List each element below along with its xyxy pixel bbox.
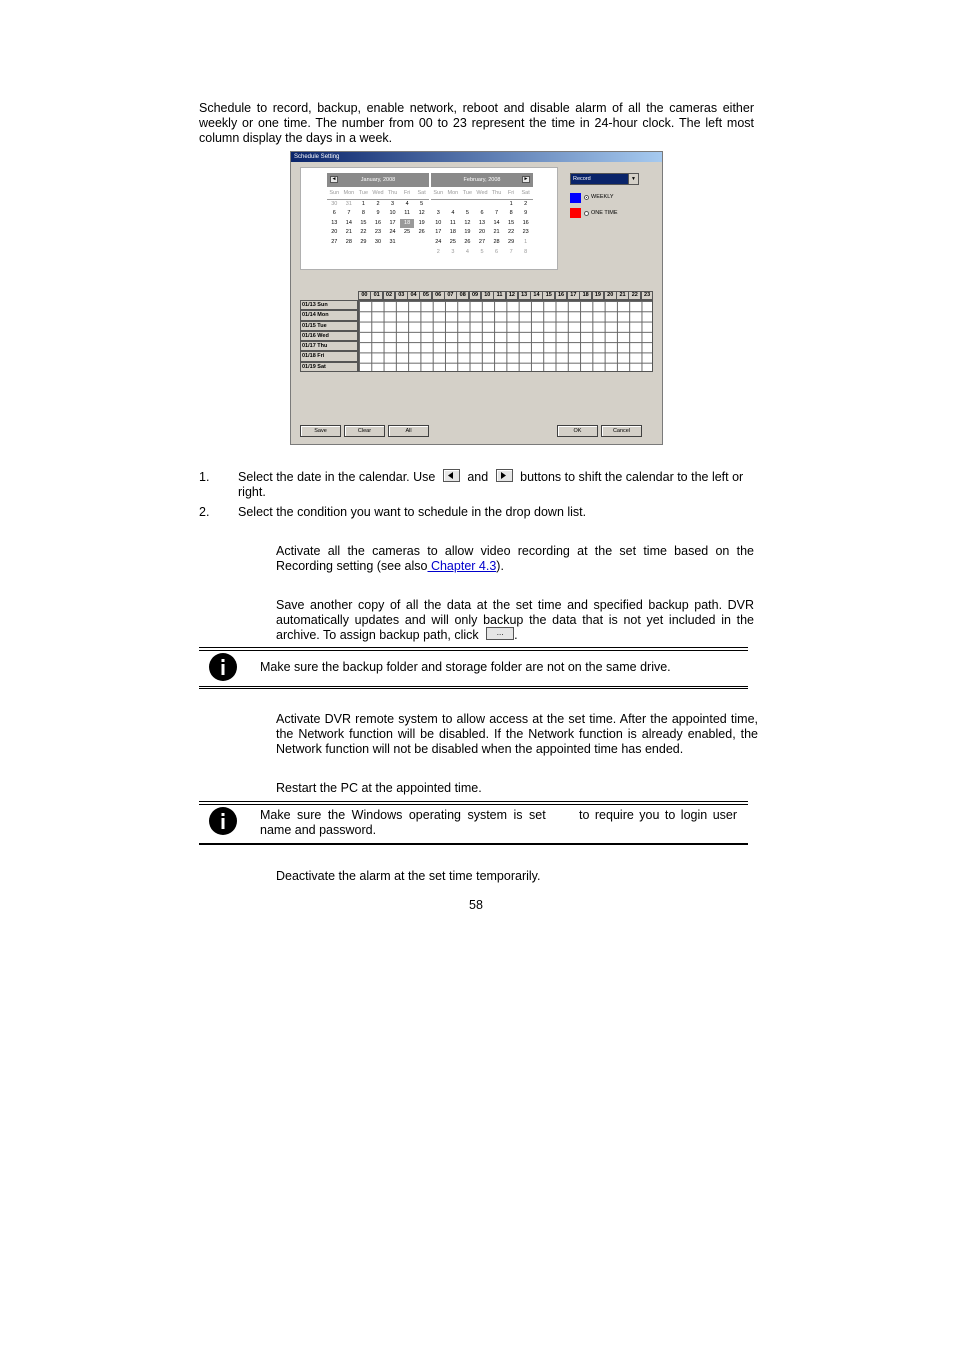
calendar-day[interactable]: 24	[435, 238, 442, 245]
calendar-month-label: February, 2008	[431, 173, 533, 187]
browse-button: ...	[486, 627, 514, 640]
hour-header-cell[interactable]: 07	[444, 291, 457, 300]
calendar-day[interactable]: 2	[436, 248, 440, 255]
note-1-bottom-rule	[199, 686, 748, 689]
calendar-day[interactable]: 7	[509, 248, 513, 255]
record-desc	[276, 544, 754, 574]
calendar-day[interactable]: 20	[331, 229, 338, 236]
calendar-day[interactable]: 29	[508, 238, 515, 245]
hour-header-cell[interactable]: 16	[555, 291, 568, 300]
info-icon	[209, 807, 237, 835]
step-1-text-after: buttons to shift the calendar to the left or	[520, 470, 744, 484]
calendar-day	[400, 238, 415, 248]
calendar-day[interactable]: 7	[347, 210, 351, 217]
calendar-day[interactable]: 27	[478, 238, 486, 245]
dialog-title: Schedule Setting	[291, 152, 662, 162]
calendar-day[interactable]: 9	[376, 210, 380, 217]
record-desc-line2	[276, 559, 754, 574]
arrow-left-icon	[448, 472, 454, 479]
calendar-weekday: Wed	[475, 189, 490, 200]
calendar-day[interactable]: 17	[435, 229, 442, 236]
calendar-days	[327, 189, 429, 248]
step-1-text-cont: right.	[238, 485, 266, 499]
hour-header-cell[interactable]: 15	[542, 291, 555, 300]
chevron-down-icon[interactable]: ▼	[628, 174, 638, 184]
hour-header-cell[interactable]: 04	[407, 291, 420, 300]
calendar-day[interactable]: 8	[361, 210, 365, 217]
calendar-panel	[300, 167, 558, 270]
calendar-day[interactable]: 21	[493, 229, 500, 236]
schedule-setting-dialog	[290, 151, 663, 445]
calendar-weekday: Tue	[356, 189, 371, 200]
note-2-top-rule	[199, 801, 748, 805]
record-desc-line1: Activate all the cameras to allow video recording at the set time based on the	[276, 544, 754, 558]
calendar-day[interactable]: 26	[464, 238, 471, 245]
hour-header-cell[interactable]: 00	[358, 291, 371, 300]
calendar-day	[446, 200, 461, 210]
calendar-day[interactable]: 15	[360, 219, 367, 226]
note-2-part3: name and password.	[260, 823, 377, 837]
page-number: 58	[469, 898, 483, 912]
hour-header-cell[interactable]: 09	[469, 291, 482, 300]
hour-header-cell[interactable]: 22	[628, 291, 641, 300]
calendar-weekday: Sat	[518, 189, 533, 200]
schedule-grid	[300, 291, 653, 372]
day-row-header[interactable]: 01/15 Tue	[300, 321, 358, 331]
backup-desc-last-before: archive. To assign backup path, click	[276, 628, 479, 642]
arrow-right-icon	[501, 472, 507, 479]
prev-arrow-button	[443, 469, 460, 482]
next-arrow-button	[496, 469, 513, 482]
calendar-day[interactable]: 23	[374, 229, 382, 236]
calendar-day[interactable]: 13	[478, 219, 486, 226]
record-desc-line2-after: ).	[496, 559, 504, 573]
hour-header-cell[interactable]: 20	[604, 291, 617, 300]
onetime-color-swatch	[570, 208, 581, 218]
calendar-day[interactable]: 5	[420, 200, 424, 207]
calendar-day[interactable]: 1	[361, 200, 365, 207]
calendar-day	[460, 200, 475, 210]
calendar-day[interactable]: 3	[436, 210, 440, 217]
day-row-header[interactable]: 01/14 Mon	[300, 310, 358, 320]
calendar-day[interactable]: 4	[465, 248, 469, 255]
onetime-radio[interactable]	[584, 211, 589, 216]
network-desc: Activate DVR remote system to allow access at the set time. After the appointed time, the Network function will be disabled. If the Network function is already enabled, the Network function will not be disabled when the appointed time has ended.	[276, 712, 758, 756]
calendar-weekday: Tue	[460, 189, 475, 200]
calendar-day[interactable]: 22	[508, 229, 515, 236]
backup-desc-last-after: .	[514, 628, 518, 642]
calendar-day[interactable]: 26	[418, 229, 425, 236]
calendar-weekday: Sun	[327, 189, 342, 200]
calendar-weekday: Mon	[446, 189, 461, 200]
backup-desc-text: Save another copy of all the data at the set time and specified backup path. DVR automatically updates and will only backup the data that is not yet included in the	[276, 598, 754, 627]
intro-paragraph: Schedule to record, backup, enable network, reboot and disable alarm of all the cameras either weekly or one time. The number from 00 to 23 represent the time in 24-hour clock. The left most column display the days in a week.	[199, 101, 754, 145]
calendar-day[interactable]: 18	[449, 229, 456, 236]
condition-dropdown[interactable]	[570, 173, 639, 185]
calendar-day[interactable]: 6	[480, 210, 484, 217]
day-row-header[interactable]: 01/17 Thu	[300, 341, 358, 351]
calendar-day[interactable]: 12	[418, 210, 425, 217]
hour-header-cell[interactable]: 14	[530, 291, 543, 300]
step-2-text: Select the condition you want to schedule in the drop down list.	[238, 505, 587, 519]
calendar-day[interactable]: 4	[405, 200, 409, 207]
schedule-cells[interactable]	[358, 300, 653, 372]
weekly-label: WEEKLY	[591, 194, 614, 200]
calendar-day[interactable]: 6	[495, 248, 499, 255]
calendar-day[interactable]: 16	[522, 219, 529, 226]
calendar-weekday: Wed	[371, 189, 386, 200]
calendar-days	[431, 189, 533, 257]
ok-button[interactable]: OK	[557, 425, 598, 437]
hour-header-cell[interactable]: 06	[432, 291, 445, 300]
calendar-day[interactable]: 16	[374, 219, 382, 226]
cancel-button[interactable]: Cancel	[601, 425, 642, 437]
hour-header-cell[interactable]: 11	[493, 291, 506, 300]
calendar-day[interactable]: 11	[449, 219, 456, 226]
calendar-day[interactable]: 1	[524, 238, 528, 245]
step-1-text	[238, 470, 758, 485]
step-1-number: 1.	[199, 470, 210, 484]
calendar-day[interactable]: 1	[509, 200, 513, 207]
note-1-text: Make sure the backup folder and storage folder are not on the same drive.	[260, 660, 671, 674]
calendar-weekday: Fri	[504, 189, 519, 200]
calendar-day[interactable]: 5	[465, 210, 469, 217]
calendar-day[interactable]: 20	[478, 229, 486, 236]
calendar-day[interactable]: 10	[435, 219, 442, 226]
calendar-weekday: Fri	[400, 189, 415, 200]
calendar-day[interactable]: 14	[345, 219, 352, 226]
calendar-day[interactable]: 24	[389, 229, 396, 236]
calendar-day[interactable]: 10	[389, 210, 396, 217]
step-1-text-and: and	[467, 470, 489, 484]
note-2-part2: to require you to login user	[579, 808, 738, 822]
backup-desc	[276, 598, 754, 643]
calendar-day[interactable]: 27	[331, 238, 338, 245]
calendar-day[interactable]: 29	[360, 238, 367, 245]
note-2-part1: Make sure the Windows operating system is set	[260, 808, 546, 822]
chapter-link[interactable]: Chapter 4.3	[427, 559, 497, 573]
hour-header-cell[interactable]: 08	[456, 291, 469, 300]
save-button[interactable]: Save	[300, 425, 341, 437]
calendar-day	[489, 200, 504, 210]
calendar-day	[414, 238, 429, 248]
weekly-radio[interactable]	[584, 195, 589, 200]
calendar-day[interactable]: 8	[509, 210, 513, 217]
record-desc-line2-before: Recording setting (see also	[276, 559, 428, 573]
calendar-day[interactable]: 25	[404, 229, 411, 236]
calendar-day[interactable]: 2	[376, 200, 380, 207]
calendar-day[interactable]: 18	[400, 219, 415, 229]
all-button[interactable]: All	[388, 425, 429, 437]
calendar-weekday: Sat	[414, 189, 429, 200]
step-2-number: 2.	[199, 505, 210, 519]
hour-header-cell[interactable]: 05	[419, 291, 432, 300]
note-2-line1	[260, 808, 740, 823]
note-2-text	[260, 808, 740, 838]
day-row-header[interactable]: 01/18 Fri	[300, 351, 358, 361]
calendar-day[interactable]: 31	[345, 200, 352, 207]
calendar-day[interactable]: 17	[389, 219, 396, 226]
calendar-day[interactable]: 22	[360, 229, 367, 236]
hour-header-cell[interactable]: 01	[370, 291, 383, 300]
calendar-weekday: Thu	[489, 189, 504, 200]
note-2-bottom-rule	[199, 843, 748, 845]
hour-header-cell[interactable]: 10	[481, 291, 494, 300]
alarm-desc: Deactivate the alarm at the set time temporarily.	[276, 869, 541, 883]
onetime-label: ONE TIME	[591, 210, 618, 216]
weekly-color-swatch	[570, 193, 581, 203]
calendar-day[interactable]: 28	[345, 238, 352, 245]
calendar-day[interactable]: 19	[418, 219, 425, 226]
step-1-text-before: Select the date in the calendar. Use	[238, 470, 436, 484]
calendar-weekday: Thu	[385, 189, 400, 200]
day-row-header[interactable]: 01/16 Wed	[300, 331, 358, 341]
hour-header-cell[interactable]: 18	[579, 291, 592, 300]
calendar-day[interactable]: 3	[391, 200, 395, 207]
day-row-header[interactable]: 01/13 Sun	[300, 300, 358, 310]
calendar-day[interactable]: 3	[451, 248, 455, 255]
calendar-day[interactable]: 28	[493, 238, 500, 245]
calendar-day[interactable]: 4	[451, 210, 455, 217]
calendar-weekday: Sun	[431, 189, 446, 200]
calendar-day[interactable]: 6	[332, 210, 336, 217]
calendar-day[interactable]: 2	[524, 200, 528, 207]
calendar-day[interactable]: 14	[493, 219, 500, 226]
calendar-day[interactable]: 30	[331, 200, 338, 207]
calendar-day[interactable]: 8	[524, 248, 528, 255]
note-1-top-rule	[199, 647, 748, 651]
backup-desc-last	[276, 628, 754, 643]
condition-value: Record	[573, 176, 591, 182]
hour-header-cell[interactable]: 19	[592, 291, 605, 300]
calendar-weekday: Mon	[342, 189, 357, 200]
calendar-next-button[interactable]: ►	[523, 176, 529, 182]
calendar-month-label: January, 2008	[327, 173, 429, 187]
hour-header-cell[interactable]: 13	[518, 291, 531, 300]
day-row-header[interactable]: 01/19 Sat	[300, 362, 358, 372]
calendar-day[interactable]: 31	[389, 238, 396, 245]
calendar-day[interactable]: 15	[508, 219, 515, 226]
calendar-day[interactable]: 9	[524, 210, 528, 217]
calendar-day[interactable]: 12	[464, 219, 471, 226]
calendar-day	[431, 200, 446, 210]
hour-header-cell[interactable]: 21	[616, 291, 629, 300]
calendar-day[interactable]: 30	[374, 238, 382, 245]
hour-header-cell[interactable]: 12	[506, 291, 519, 300]
calendar-day[interactable]: 19	[464, 229, 471, 236]
clear-button[interactable]: Clear	[344, 425, 385, 437]
calendar-day	[475, 200, 490, 210]
calendar-day[interactable]: 21	[345, 229, 352, 236]
hour-header-cell[interactable]: 23	[641, 291, 654, 300]
info-icon	[209, 653, 237, 681]
calendar-prev-button[interactable]: ◄	[331, 176, 337, 182]
calendar-day[interactable]: 13	[331, 219, 338, 226]
calendar-day[interactable]: 7	[495, 210, 499, 217]
calendar-day[interactable]: 11	[404, 210, 410, 217]
hour-header-cell[interactable]: 03	[395, 291, 408, 300]
calendar-day[interactable]: 5	[480, 248, 484, 255]
calendar-day[interactable]: 25	[449, 238, 456, 245]
reboot-desc: Restart the PC at the appointed time.	[276, 781, 482, 795]
calendar-day[interactable]: 23	[522, 229, 529, 236]
hour-header-cell[interactable]: 17	[567, 291, 580, 300]
hour-header-cell[interactable]: 02	[383, 291, 396, 300]
